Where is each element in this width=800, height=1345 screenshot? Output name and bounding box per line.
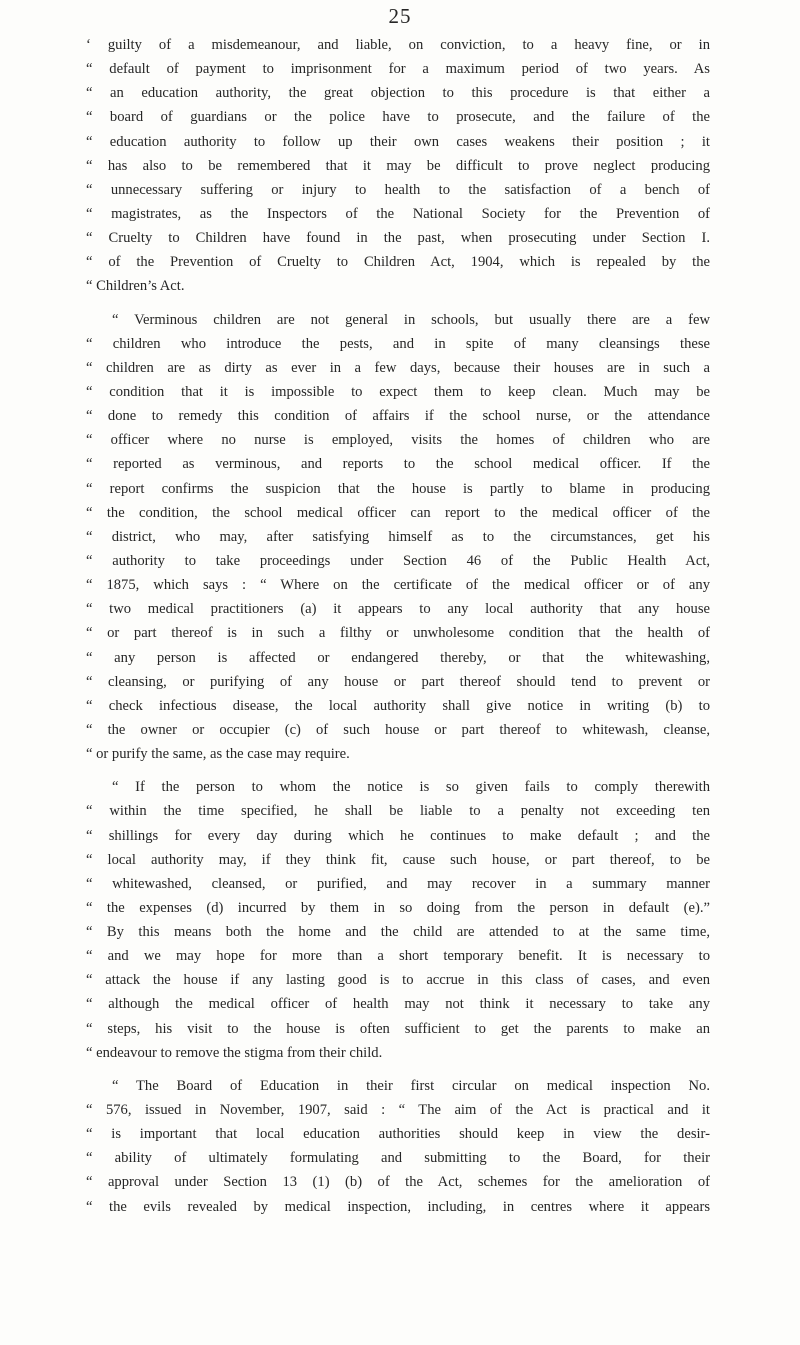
text-line: “ and we may hope for more than a short temporary benefit. It is necessary to <box>86 948 710 965</box>
text-line: “ district, who may, after satisfying himself as to the circumstances, get his <box>86 528 710 545</box>
text-line: “ unnecessary suffering or injury to health to the satisfaction of a bench of <box>86 181 710 198</box>
page-number: 25 <box>388 4 412 28</box>
text-line: “ has also to be remembered that it may be difficult to prove neglect producing <box>86 157 710 174</box>
text-line: “ attack the house if any lasting good is to accrue in this class of cases, and even <box>86 972 710 989</box>
text-line: “ board of guardians or the police have to prosecute, and the failure of the <box>86 109 710 126</box>
text-line: “ or purify the same, as the case may require. <box>86 746 350 763</box>
text-line: “ local authority may, if they think fit, cause such house, or part thereof, to be <box>86 851 710 868</box>
text-line: ‘ guilty of a misdemeanour, and liable, on conviction, to a heavy fine, or in <box>86 37 710 53</box>
body-text <box>86 33 710 1219</box>
text-line: “ By this means both the home and the child are attended to at the same time, <box>86 924 710 941</box>
text-line: “ 1875, which says : “ Where on the certificate of the medical officer or of any <box>86 577 710 594</box>
text-line: “ education authority to follow up their own cases weakens their position ; it <box>86 133 710 150</box>
text-line: “ children are as dirty as ever in a few days, because their houses are in such a <box>86 359 710 376</box>
text-line: “ shillings for every day during which he continues to make default ; and the <box>86 827 710 844</box>
text-line: “ The Board of Education in their first circular on medical inspection No. <box>112 1077 710 1094</box>
text-line: “ Verminous children are not general in schools, but usually there are a few <box>112 311 710 328</box>
text-line: “ within the time specified, he shall be liable to a penalty not exceeding ten <box>86 803 710 820</box>
text-line: “ of the Prevention of Cruelty to Children Act, 1904, which is repealed by the <box>86 254 710 271</box>
text-line: “ authority to take proceedings under Section 46 of the Public Health Act, <box>86 552 710 569</box>
text-line: “ 576, issued in November, 1907, said : “ The aim of the Act is practical and it <box>86 1102 710 1119</box>
text-line: “ Cruelty to Children have found in the past, when prosecuting under Section I. <box>86 230 710 247</box>
text-line: “ any person is affected or endangered thereby, or that the whitewashing, <box>86 649 710 666</box>
text-line: “ steps, his visit to the house is often sufficient to get the parents to make an <box>86 1020 710 1037</box>
text-line: “ done to remedy this condition of affairs if the school nurse, or the attendance <box>86 408 710 425</box>
text-line: “ ability of ultimately formulating and submitting to the Board, for their <box>86 1150 710 1167</box>
text-line: “ two medical practitioners (a) it appears to any local authority that any house <box>86 601 710 618</box>
text-line: “ the evils revealed by medical inspection, including, in centres where it appears <box>86 1198 710 1215</box>
text-line: “ an education authority, the great objection to this procedure is that either a <box>86 85 710 102</box>
text-line: “ endeavour to remove the stigma from their child. <box>86 1044 383 1061</box>
text-line: “ default of payment to imprisonment for a maximum period of two years. As <box>86 61 710 78</box>
text-line: “ cleansing, or purifying of any house or part thereof should tend to prevent or <box>86 673 710 690</box>
text-line: “ the expenses (d) incurred by them in so doing from the person in default (e).” <box>86 899 710 916</box>
text-line: “ report confirms the suspicion that the house is partly to blame in producing <box>86 480 710 497</box>
text-line: “ whitewashed, cleansed, or purified, and may recover in a summary manner <box>86 875 710 892</box>
text-line: “ the owner or occupier (c) of such house or part thereof to whitewash, cleanse, <box>86 721 710 738</box>
text-line: “ officer where no nurse is employed, visits the homes of children who are <box>86 432 710 449</box>
text-line: “ reported as verminous, and reports to the school medical officer. If the <box>86 456 710 473</box>
text-line: “ although the medical officer of health may not think it necessary to take any <box>86 996 710 1013</box>
text-line: “ approval under Section 13 (1) (b) of the Act, schemes for the amelioration of <box>86 1174 710 1191</box>
text-line: “ or part thereof is in such a filthy or unwholesome condition that the health of <box>86 625 710 642</box>
text-line: “ condition that it is impossible to expect them to keep clean. Much may be <box>86 383 710 400</box>
text-line: “ children who introduce the pests, and in spite of many cleansings these <box>86 335 710 352</box>
text-line: “ If the person to whom the notice is so given fails to comply therewith <box>112 779 710 796</box>
text-line: “ is important that local education authorities should keep in view the desir- <box>86 1126 710 1143</box>
text-line: “ the condition, the school medical officer can report to the medical officer of the <box>86 504 710 521</box>
text-line: “ Children’s Act. <box>86 278 185 295</box>
text-line: “ magistrates, as the Inspectors of the National Society for the Prevention of <box>86 205 710 222</box>
text-line: “ check infectious disease, the local authority shall give notice in writing (b) to <box>86 697 710 714</box>
